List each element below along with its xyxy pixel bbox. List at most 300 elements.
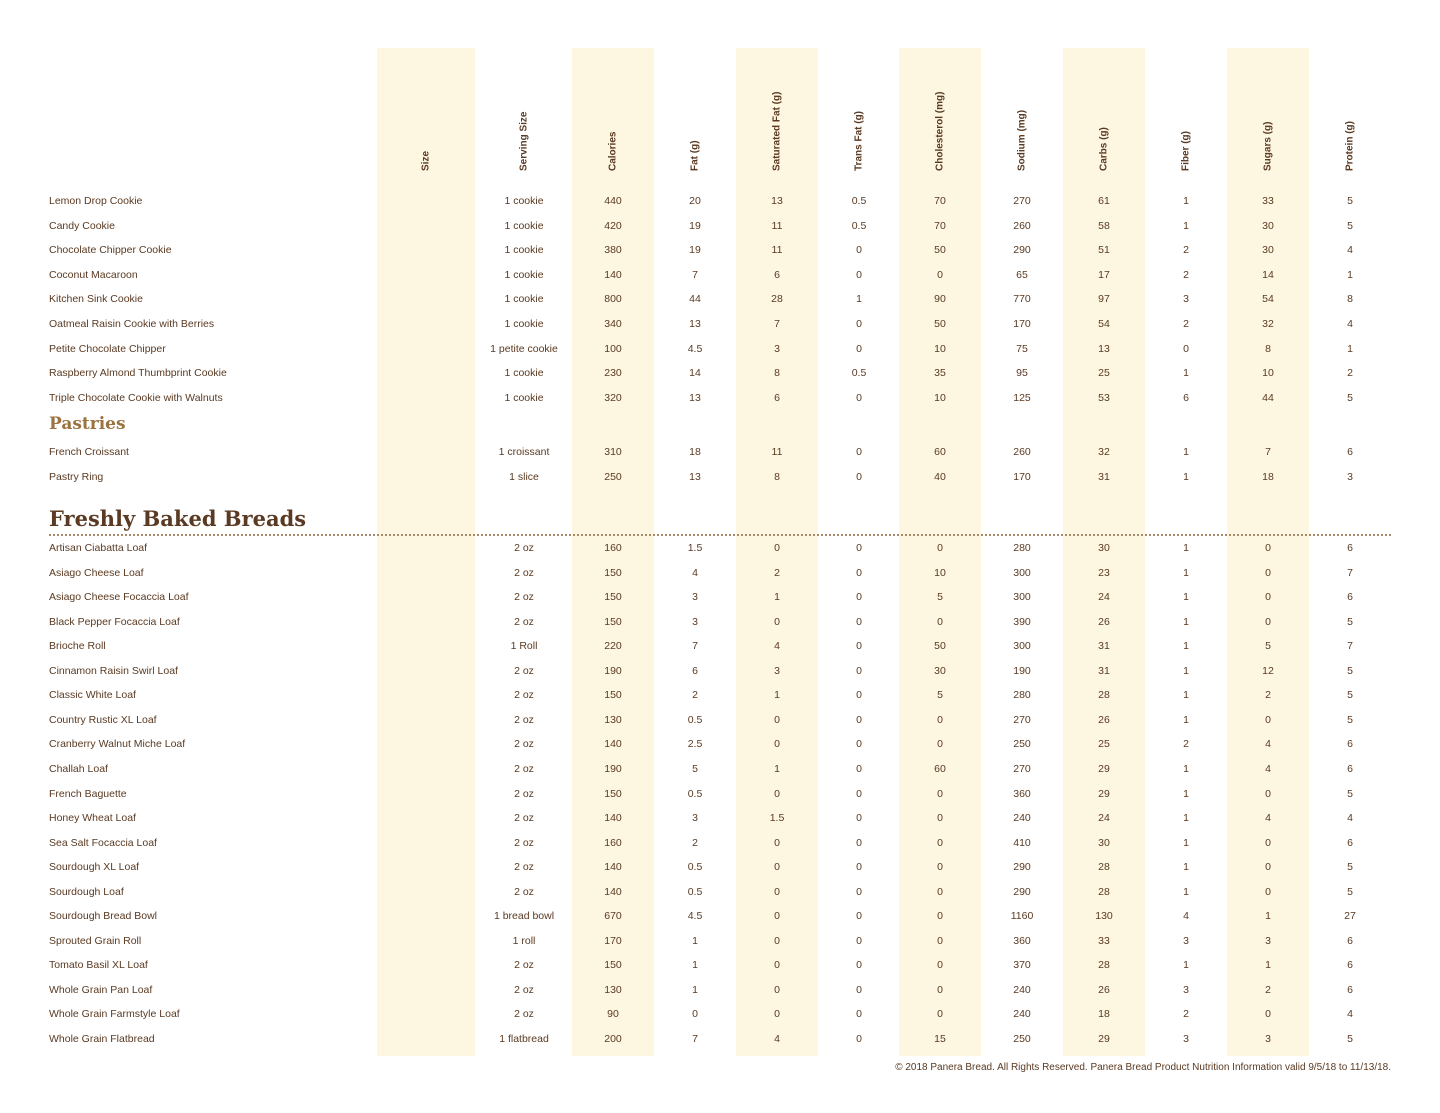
table-cell: 51 bbox=[1098, 244, 1110, 257]
table-cell: 0 bbox=[856, 689, 862, 702]
item-name: Oatmeal Raisin Cookie with Berries bbox=[49, 318, 215, 330]
table-cell: 6 bbox=[1347, 591, 1353, 604]
table-cell: 160 bbox=[604, 542, 622, 554]
item-name: Classic White Loaf bbox=[49, 689, 136, 702]
table-cell: 0 bbox=[856, 664, 862, 677]
table-row bbox=[0, 612, 1440, 632]
table-cell: 1 bbox=[1265, 959, 1271, 972]
item-name: Honey Wheat Loaf bbox=[49, 812, 136, 825]
column-header bbox=[1228, 50, 1308, 182]
item-name: Whole Grain Farmstyle Loaf bbox=[49, 1008, 180, 1021]
table-cell: 14 bbox=[689, 367, 701, 380]
table-cell: 2.5 bbox=[687, 738, 703, 751]
table-cell: 0 bbox=[856, 983, 862, 996]
table-cell: 4.5 bbox=[687, 910, 703, 923]
table-cell: 0 bbox=[774, 983, 780, 996]
table-cell: 1 bbox=[1183, 959, 1189, 972]
table-cell: 1 bbox=[1183, 566, 1189, 579]
table-cell: 0 bbox=[692, 1008, 698, 1021]
table-cell: 1 bbox=[856, 293, 862, 306]
item-name: Sourdough XL Loaf bbox=[49, 861, 140, 874]
column-header-label: Serving Size bbox=[518, 111, 530, 171]
table-cell: 15 bbox=[934, 1033, 946, 1045]
table-cell: 150 bbox=[604, 689, 622, 702]
table-cell: 1 croissant bbox=[498, 446, 550, 458]
table-row bbox=[0, 906, 1440, 926]
table-cell: 7 bbox=[1265, 446, 1271, 458]
table-cell: 2 oz bbox=[514, 762, 534, 775]
table-cell: 0 bbox=[856, 762, 862, 775]
table-cell: 0 bbox=[856, 566, 862, 579]
table-cell: 1 Roll bbox=[510, 640, 538, 653]
table-cell: 8 bbox=[1265, 342, 1271, 355]
item-name: French Croissant bbox=[49, 446, 129, 458]
column-header-label: Calories bbox=[607, 131, 619, 171]
item-name: Asiago Cheese Loaf bbox=[49, 566, 144, 579]
table-cell: 4 bbox=[774, 1033, 780, 1045]
table-cell: 75 bbox=[1016, 342, 1028, 355]
table-cell: 0 bbox=[856, 446, 862, 458]
table-cell: 140 bbox=[604, 812, 622, 825]
table-cell: 0 bbox=[856, 812, 862, 825]
table-cell: 3 bbox=[692, 591, 698, 604]
table-cell: 7 bbox=[1347, 640, 1353, 653]
table-cell: 13 bbox=[689, 391, 701, 404]
table-cell: 1 bbox=[1183, 836, 1189, 849]
table-cell: 420 bbox=[604, 219, 622, 232]
table-cell: 190 bbox=[604, 762, 622, 775]
table-cell: 0 bbox=[774, 861, 780, 874]
table-cell: 250 bbox=[604, 470, 622, 483]
table-cell: 2 oz bbox=[514, 1008, 534, 1021]
item-name: Candy Cookie bbox=[49, 219, 115, 232]
item-name: Coconut Macaroon bbox=[49, 268, 138, 281]
table-cell: 13 bbox=[689, 470, 701, 483]
table-row bbox=[0, 710, 1440, 730]
table-cell: 28 bbox=[771, 293, 783, 306]
table-cell: 1 bbox=[1183, 689, 1189, 702]
table-cell: 0 bbox=[774, 738, 780, 751]
table-cell: 7 bbox=[692, 268, 698, 281]
table-cell: 0 bbox=[1265, 615, 1271, 628]
table-cell: 2 oz bbox=[514, 861, 534, 874]
table-row bbox=[0, 289, 1440, 309]
table-cell: 28 bbox=[1098, 689, 1110, 702]
table-cell: 0 bbox=[774, 959, 780, 972]
table-cell: 280 bbox=[1013, 542, 1031, 554]
table-cell: 50 bbox=[934, 318, 946, 330]
table-cell: 1 bbox=[692, 983, 698, 996]
table-cell: 10 bbox=[1262, 367, 1274, 380]
table-cell: 360 bbox=[1013, 787, 1031, 800]
table-row bbox=[0, 833, 1440, 853]
table-cell: 44 bbox=[689, 293, 701, 306]
table-cell: 2 oz bbox=[514, 959, 534, 972]
table-cell: 2 oz bbox=[514, 542, 534, 554]
table-row bbox=[0, 467, 1440, 487]
table-cell: 150 bbox=[604, 566, 622, 579]
table-cell: 1 bbox=[1183, 762, 1189, 775]
table-cell: 5 bbox=[1347, 885, 1353, 898]
item-name: Sourdough Bread Bowl bbox=[49, 910, 157, 923]
table-cell: 380 bbox=[604, 244, 622, 257]
table-cell: 30 bbox=[1098, 542, 1110, 554]
table-cell: 1 bbox=[1183, 591, 1189, 604]
item-name: Sea Salt Focaccia Loaf bbox=[49, 836, 157, 849]
table-cell: 50 bbox=[934, 640, 946, 653]
column-header-label: Fiber (g) bbox=[1180, 131, 1192, 171]
table-cell: 8 bbox=[1347, 293, 1353, 306]
table-cell: 2 oz bbox=[514, 836, 534, 849]
table-cell: 11 bbox=[771, 446, 783, 458]
table-cell: 70 bbox=[934, 219, 946, 232]
table-cell: 0.5 bbox=[687, 861, 703, 874]
table-cell: 0 bbox=[856, 391, 862, 404]
table-cell: 770 bbox=[1013, 293, 1031, 306]
item-name: Lemon Drop Cookie bbox=[49, 195, 143, 207]
table-row bbox=[0, 882, 1440, 902]
table-cell: 0 bbox=[937, 268, 943, 281]
table-cell: 2 oz bbox=[514, 812, 534, 825]
table-cell: 3 bbox=[1183, 1033, 1189, 1045]
table-cell: 270 bbox=[1013, 195, 1031, 207]
table-cell: 2 oz bbox=[514, 566, 534, 579]
table-cell: 5 bbox=[1347, 1033, 1353, 1045]
table-row bbox=[0, 563, 1440, 583]
table-cell: 670 bbox=[604, 910, 622, 923]
table-cell: 18 bbox=[1262, 470, 1274, 483]
column-header-label: Cholesterol (mg) bbox=[934, 91, 946, 171]
table-cell: 60 bbox=[934, 762, 946, 775]
table-cell: 290 bbox=[1013, 244, 1031, 257]
table-cell: 4 bbox=[1347, 244, 1353, 257]
table-cell: 1 bbox=[1183, 367, 1189, 380]
table-cell: 5 bbox=[1347, 787, 1353, 800]
table-cell: 1 bbox=[1183, 713, 1189, 726]
table-cell: 8 bbox=[774, 367, 780, 380]
table-cell: 26 bbox=[1098, 713, 1110, 726]
table-cell: 5 bbox=[1347, 689, 1353, 702]
table-cell: 2 oz bbox=[514, 591, 534, 604]
table-cell: 61 bbox=[1098, 195, 1110, 207]
table-cell: 54 bbox=[1098, 318, 1110, 330]
table-cell: 0 bbox=[1265, 566, 1271, 579]
table-row bbox=[0, 1029, 1440, 1049]
table-cell: 50 bbox=[934, 244, 946, 257]
column-header-label: Trans Fat (g) bbox=[853, 110, 865, 171]
table-cell: 6 bbox=[1347, 959, 1353, 972]
table-cell: 40 bbox=[934, 470, 946, 483]
table-cell: 340 bbox=[604, 318, 622, 330]
table-cell: 5 bbox=[1347, 195, 1353, 207]
table-cell: 0 bbox=[1265, 861, 1271, 874]
table-cell: 4 bbox=[1347, 1008, 1353, 1021]
table-row bbox=[0, 240, 1440, 260]
table-cell: 1.5 bbox=[687, 542, 703, 554]
item-name: Asiago Cheese Focaccia Loaf bbox=[49, 591, 189, 604]
table-cell: 0 bbox=[937, 738, 943, 751]
table-row bbox=[0, 931, 1440, 951]
table-cell: 6 bbox=[1347, 762, 1353, 775]
table-cell: 1 bbox=[1183, 885, 1189, 898]
table-cell: 130 bbox=[604, 713, 622, 726]
table-cell: 7 bbox=[774, 318, 780, 330]
table-cell: 1 cookie bbox=[504, 293, 544, 306]
table-cell: 20 bbox=[689, 195, 701, 207]
table-row bbox=[0, 265, 1440, 285]
table-row bbox=[0, 388, 1440, 408]
column-header bbox=[1146, 50, 1226, 182]
table-cell: 390 bbox=[1013, 615, 1031, 628]
table-row bbox=[0, 661, 1440, 681]
table-cell: 2 bbox=[1183, 318, 1189, 330]
table-cell: 25 bbox=[1098, 367, 1110, 380]
table-cell: 90 bbox=[607, 1008, 619, 1021]
table-cell: 13 bbox=[1098, 342, 1110, 355]
table-cell: 17 bbox=[1098, 268, 1110, 281]
table-cell: 4 bbox=[774, 640, 780, 653]
table-cell: 6 bbox=[774, 391, 780, 404]
table-cell: 32 bbox=[1262, 318, 1274, 330]
table-cell: 0 bbox=[856, 1008, 862, 1021]
table-cell: 33 bbox=[1098, 934, 1110, 947]
table-cell: 1 flatbread bbox=[499, 1033, 549, 1045]
table-row bbox=[0, 759, 1440, 779]
table-cell: 140 bbox=[604, 268, 622, 281]
table-cell: 0 bbox=[856, 542, 862, 554]
column-header bbox=[386, 50, 466, 182]
table-cell: 0 bbox=[937, 542, 943, 554]
table-cell: 125 bbox=[1013, 391, 1031, 404]
item-name: Sprouted Grain Roll bbox=[49, 934, 142, 947]
table-cell: 5 bbox=[1347, 664, 1353, 677]
table-cell: 1 cookie bbox=[504, 219, 544, 232]
table-cell: 150 bbox=[604, 615, 622, 628]
table-cell: 0 bbox=[937, 615, 943, 628]
table-cell: 0 bbox=[856, 1033, 862, 1045]
table-cell: 0 bbox=[856, 318, 862, 330]
table-cell: 6 bbox=[1347, 446, 1353, 458]
table-cell: 260 bbox=[1013, 446, 1031, 458]
table-cell: 200 bbox=[604, 1033, 622, 1045]
table-cell: 1 bbox=[692, 959, 698, 972]
table-cell: 3 bbox=[692, 615, 698, 628]
table-cell: 1 petite cookie bbox=[490, 342, 558, 355]
table-cell: 140 bbox=[604, 885, 622, 898]
table-cell: 25 bbox=[1098, 738, 1110, 751]
table-cell: 31 bbox=[1098, 470, 1110, 483]
table-cell: 1160 bbox=[1010, 910, 1034, 923]
item-name: Black Pepper Focaccia Loaf bbox=[49, 615, 180, 628]
table-cell: 240 bbox=[1013, 983, 1031, 996]
table-row bbox=[0, 784, 1440, 804]
table-cell: 290 bbox=[1013, 885, 1031, 898]
table-cell: 2 bbox=[692, 689, 698, 702]
table-cell: 0 bbox=[856, 615, 862, 628]
column-header-label: Protein (g) bbox=[1344, 121, 1356, 171]
table-cell: 6 bbox=[1183, 391, 1189, 404]
table-cell: 6 bbox=[1347, 836, 1353, 849]
table-cell: 1 bbox=[1183, 615, 1189, 628]
table-cell: 0 bbox=[856, 885, 862, 898]
table-cell: 14 bbox=[1262, 268, 1274, 281]
table-cell: 2 oz bbox=[514, 664, 534, 677]
table-cell: 370 bbox=[1013, 959, 1031, 972]
table-row bbox=[0, 339, 1440, 359]
table-cell: 0 bbox=[856, 640, 862, 653]
table-cell: 4 bbox=[1265, 738, 1271, 751]
table-cell: 0 bbox=[937, 885, 943, 898]
item-name: Pastry Ring bbox=[49, 470, 104, 483]
table-cell: 0 bbox=[937, 812, 943, 825]
table-cell: 1 cookie bbox=[504, 244, 544, 257]
table-cell: 300 bbox=[1013, 640, 1031, 653]
table-cell: 1 bbox=[1183, 812, 1189, 825]
table-row bbox=[0, 587, 1440, 607]
table-cell: 310 bbox=[604, 446, 622, 458]
table-cell: 0 bbox=[774, 1008, 780, 1021]
table-cell: 150 bbox=[604, 787, 622, 800]
table-cell: 90 bbox=[934, 293, 946, 306]
table-cell: 3 bbox=[1347, 470, 1353, 483]
table-cell: 4 bbox=[692, 566, 698, 579]
table-cell: 0 bbox=[856, 470, 862, 483]
table-row bbox=[0, 538, 1440, 558]
table-cell: 240 bbox=[1013, 812, 1031, 825]
table-cell: 1 bbox=[774, 762, 780, 775]
table-cell: 0 bbox=[937, 934, 943, 947]
table-cell: 250 bbox=[1013, 1033, 1031, 1045]
table-cell: 58 bbox=[1098, 219, 1110, 232]
table-cell: 5 bbox=[1347, 713, 1353, 726]
table-cell: 4 bbox=[1265, 762, 1271, 775]
table-cell: 2 bbox=[1183, 1008, 1189, 1021]
table-cell: 1 bbox=[774, 689, 780, 702]
table-cell: 0 bbox=[774, 542, 780, 554]
table-cell: 53 bbox=[1098, 391, 1110, 404]
table-cell: 140 bbox=[604, 861, 622, 874]
table-cell: 0 bbox=[774, 615, 780, 628]
table-cell: 3 bbox=[1183, 983, 1189, 996]
table-cell: 270 bbox=[1013, 713, 1031, 726]
table-cell: 8 bbox=[774, 470, 780, 483]
table-cell: 1 bbox=[1347, 342, 1353, 355]
table-cell: 0 bbox=[774, 787, 780, 800]
table-cell: 10 bbox=[934, 342, 946, 355]
item-name: Whole Grain Pan Loaf bbox=[49, 983, 153, 996]
table-cell: 1 bbox=[1347, 268, 1353, 281]
table-cell: 1 bbox=[1183, 195, 1189, 207]
table-cell: 1 cookie bbox=[504, 391, 544, 404]
copyright-footer: © 2018 Panera Bread. All Rights Reserved. Panera Bread Product Nutrition Information valid 9/5/18 to 11/13/18. bbox=[895, 1062, 1391, 1073]
column-header bbox=[655, 50, 735, 182]
table-cell: 5 bbox=[1347, 219, 1353, 232]
table-cell: 1 roll bbox=[512, 934, 536, 947]
table-cell: 1 cookie bbox=[504, 268, 544, 281]
item-name: Country Rustic XL Loaf bbox=[49, 713, 157, 726]
table-cell: 26 bbox=[1098, 615, 1110, 628]
table-cell: 1 cookie bbox=[504, 195, 544, 207]
table-cell: 2 oz bbox=[514, 787, 534, 800]
table-cell: 220 bbox=[604, 640, 622, 653]
table-cell: 160 bbox=[604, 836, 622, 849]
item-name: French Baguette bbox=[49, 787, 127, 800]
table-cell: 1 bbox=[774, 591, 780, 604]
table-cell: 2 oz bbox=[514, 713, 534, 726]
item-name: Raspberry Almond Thumbprint Cookie bbox=[49, 367, 227, 380]
column-header bbox=[573, 50, 653, 182]
table-cell: 0 bbox=[937, 713, 943, 726]
table-cell: 300 bbox=[1013, 566, 1031, 579]
table-cell: 170 bbox=[1013, 470, 1031, 483]
column-header-label: Carbs (g) bbox=[1098, 127, 1110, 171]
table-cell: 0 bbox=[1265, 885, 1271, 898]
table-cell: 280 bbox=[1013, 689, 1031, 702]
table-cell: 1 bread bowl bbox=[493, 910, 555, 923]
table-cell: 6 bbox=[1347, 542, 1353, 554]
column-header-label: Sugars (g) bbox=[1262, 121, 1274, 171]
table-cell: 2 oz bbox=[514, 689, 534, 702]
table-cell: 6 bbox=[1347, 983, 1353, 996]
table-cell: 230 bbox=[604, 367, 622, 380]
table-cell: 97 bbox=[1098, 293, 1110, 306]
table-cell: 0 bbox=[856, 910, 862, 923]
column-header bbox=[737, 50, 817, 182]
table-cell: 32 bbox=[1098, 446, 1110, 458]
item-name: Triple Chocolate Cookie with Walnuts bbox=[49, 391, 223, 404]
table-cell: 3 bbox=[1183, 934, 1189, 947]
table-cell: 0 bbox=[774, 836, 780, 849]
table-cell: 11 bbox=[771, 244, 783, 257]
table-cell: 0 bbox=[774, 885, 780, 898]
table-cell: 26 bbox=[1098, 983, 1110, 996]
table-cell: 130 bbox=[604, 983, 622, 996]
table-cell: 2 bbox=[1183, 738, 1189, 751]
table-cell: 0 bbox=[856, 268, 862, 281]
table-row bbox=[0, 685, 1440, 705]
table-cell: 7 bbox=[1347, 566, 1353, 579]
table-cell: 6 bbox=[1347, 934, 1353, 947]
table-cell: 70 bbox=[934, 195, 946, 207]
column-header-label: Saturated Fat (g) bbox=[771, 91, 783, 171]
table-cell: 2 oz bbox=[514, 738, 534, 751]
table-cell: 0 bbox=[937, 836, 943, 849]
table-cell: 290 bbox=[1013, 861, 1031, 874]
table-cell: 260 bbox=[1013, 219, 1031, 232]
table-cell: 1 cookie bbox=[504, 367, 544, 380]
table-cell: 800 bbox=[604, 293, 622, 306]
table-cell: 2 bbox=[1183, 244, 1189, 257]
table-cell: 0 bbox=[1265, 542, 1271, 554]
table-row bbox=[0, 191, 1440, 211]
table-cell: 18 bbox=[1098, 1008, 1110, 1021]
table-cell: 2 bbox=[1183, 268, 1189, 281]
table-cell: 0.5 bbox=[851, 195, 867, 207]
table-cell: 0 bbox=[774, 713, 780, 726]
table-cell: 28 bbox=[1098, 885, 1110, 898]
column-header-label: Sodium (mg) bbox=[1016, 109, 1028, 171]
table-cell: 0 bbox=[1265, 713, 1271, 726]
table-cell: 320 bbox=[604, 391, 622, 404]
table-cell: 0 bbox=[774, 910, 780, 923]
table-cell: 0 bbox=[1265, 591, 1271, 604]
table-cell: 60 bbox=[934, 446, 946, 458]
table-row bbox=[0, 808, 1440, 828]
table-cell: 0 bbox=[937, 861, 943, 874]
item-name: Artisan Ciabatta Loaf bbox=[49, 542, 148, 554]
table-cell: 3 bbox=[774, 664, 780, 677]
table-cell: 33 bbox=[1262, 195, 1274, 207]
